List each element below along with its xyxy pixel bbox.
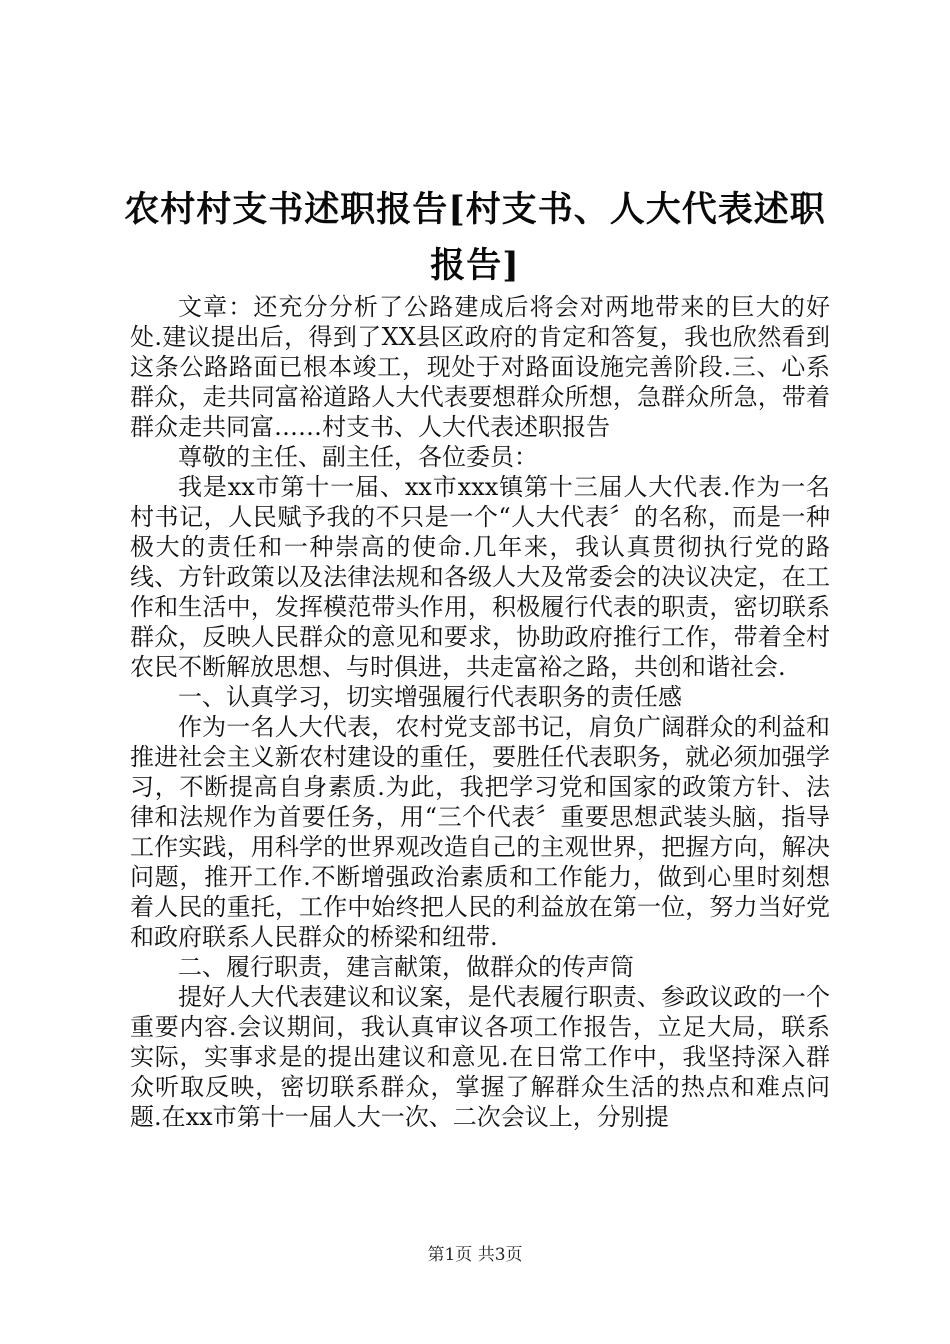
paragraph-self-introduction: 我是xx市第十一届、xx市xxx镇第十三届人大代表.作为一名村书记，人民赋予我的不只是一个“人大代表〞的名称，而是一种极大的责任和一种崇高的使命.几年来，我认真贯彻执行党的路线、方针政策以及法律法规和各级人大及常委会的决议决定，在工作和生活中，发挥模范带头作用，积极履行代表的职责，密切联系群众，反映人民群众的意见和要求，协助政府推行工作，带着全村农民不断解放思想、与时俱进，共走富裕之路，共创和谐社会. (130, 473, 830, 681)
paragraph-intro: 文章：还充分分析了公路建成后将会对两地带来的巨大的好处.建议提出后，得到了XX县区政府的肯定和答复，我也欣然看到这条公路路面已根本竣工，现处于对路面设施完善阶段.三、心系群众，走共同富裕道路人大代表要想群众所想，急群众所急，带着群众走共同富……村支书、人大代表述职报告 (130, 293, 830, 441)
paragraph-duties: 提好人大代表建议和议案，是代表履行职责、参政议政的一个重要内容.会议期间，我认真审议各项工作报告，立足大局，联系实际，实事求是的提出建议和意见.在日常工作中，我坚持深入群众听取反映，密切联系群众，掌握了解群众生活的热点和难点问题.在xx市第十一届人大一次、二次会议上，分别提 (130, 983, 830, 1131)
document-title: 农村村支书述职报告[村支书、人大代表述职报告] (124, 189, 826, 286)
document-body (130, 292, 830, 1132)
page-number-footer: 第1页 共3页 (427, 1245, 523, 1265)
paragraph-salutation: 尊敬的主任、副主任，各位委员： (178, 443, 538, 471)
section-heading-1: 一、认真学习，切实增强履行代表职务的责任感 (178, 683, 682, 711)
paragraph-study: 作为一名人大代表，农村党支部书记，肩负广阔群众的利益和推进社会主义新农村建设的重任，要胜任代表职务，就必须加强学习，不断提高自身素质.为此，我把学习党和国家的政策方针、法律和法规作为首要任务，用“三个代表〞重要思想武装头脑，指导工作实践，用科学的世界观改造自己的主观世界，把握方向，解决问题，推开工作.不断增强政治素质和工作能力，做到心里时刻想着人民的重托，工作中始终把人民的利益放在第一位，努力当好党和政府联系人民群众的桥梁和纽带. (130, 713, 830, 951)
section-heading-2: 二、履行职责，建言献策，做群众的传声筒 (178, 953, 634, 981)
